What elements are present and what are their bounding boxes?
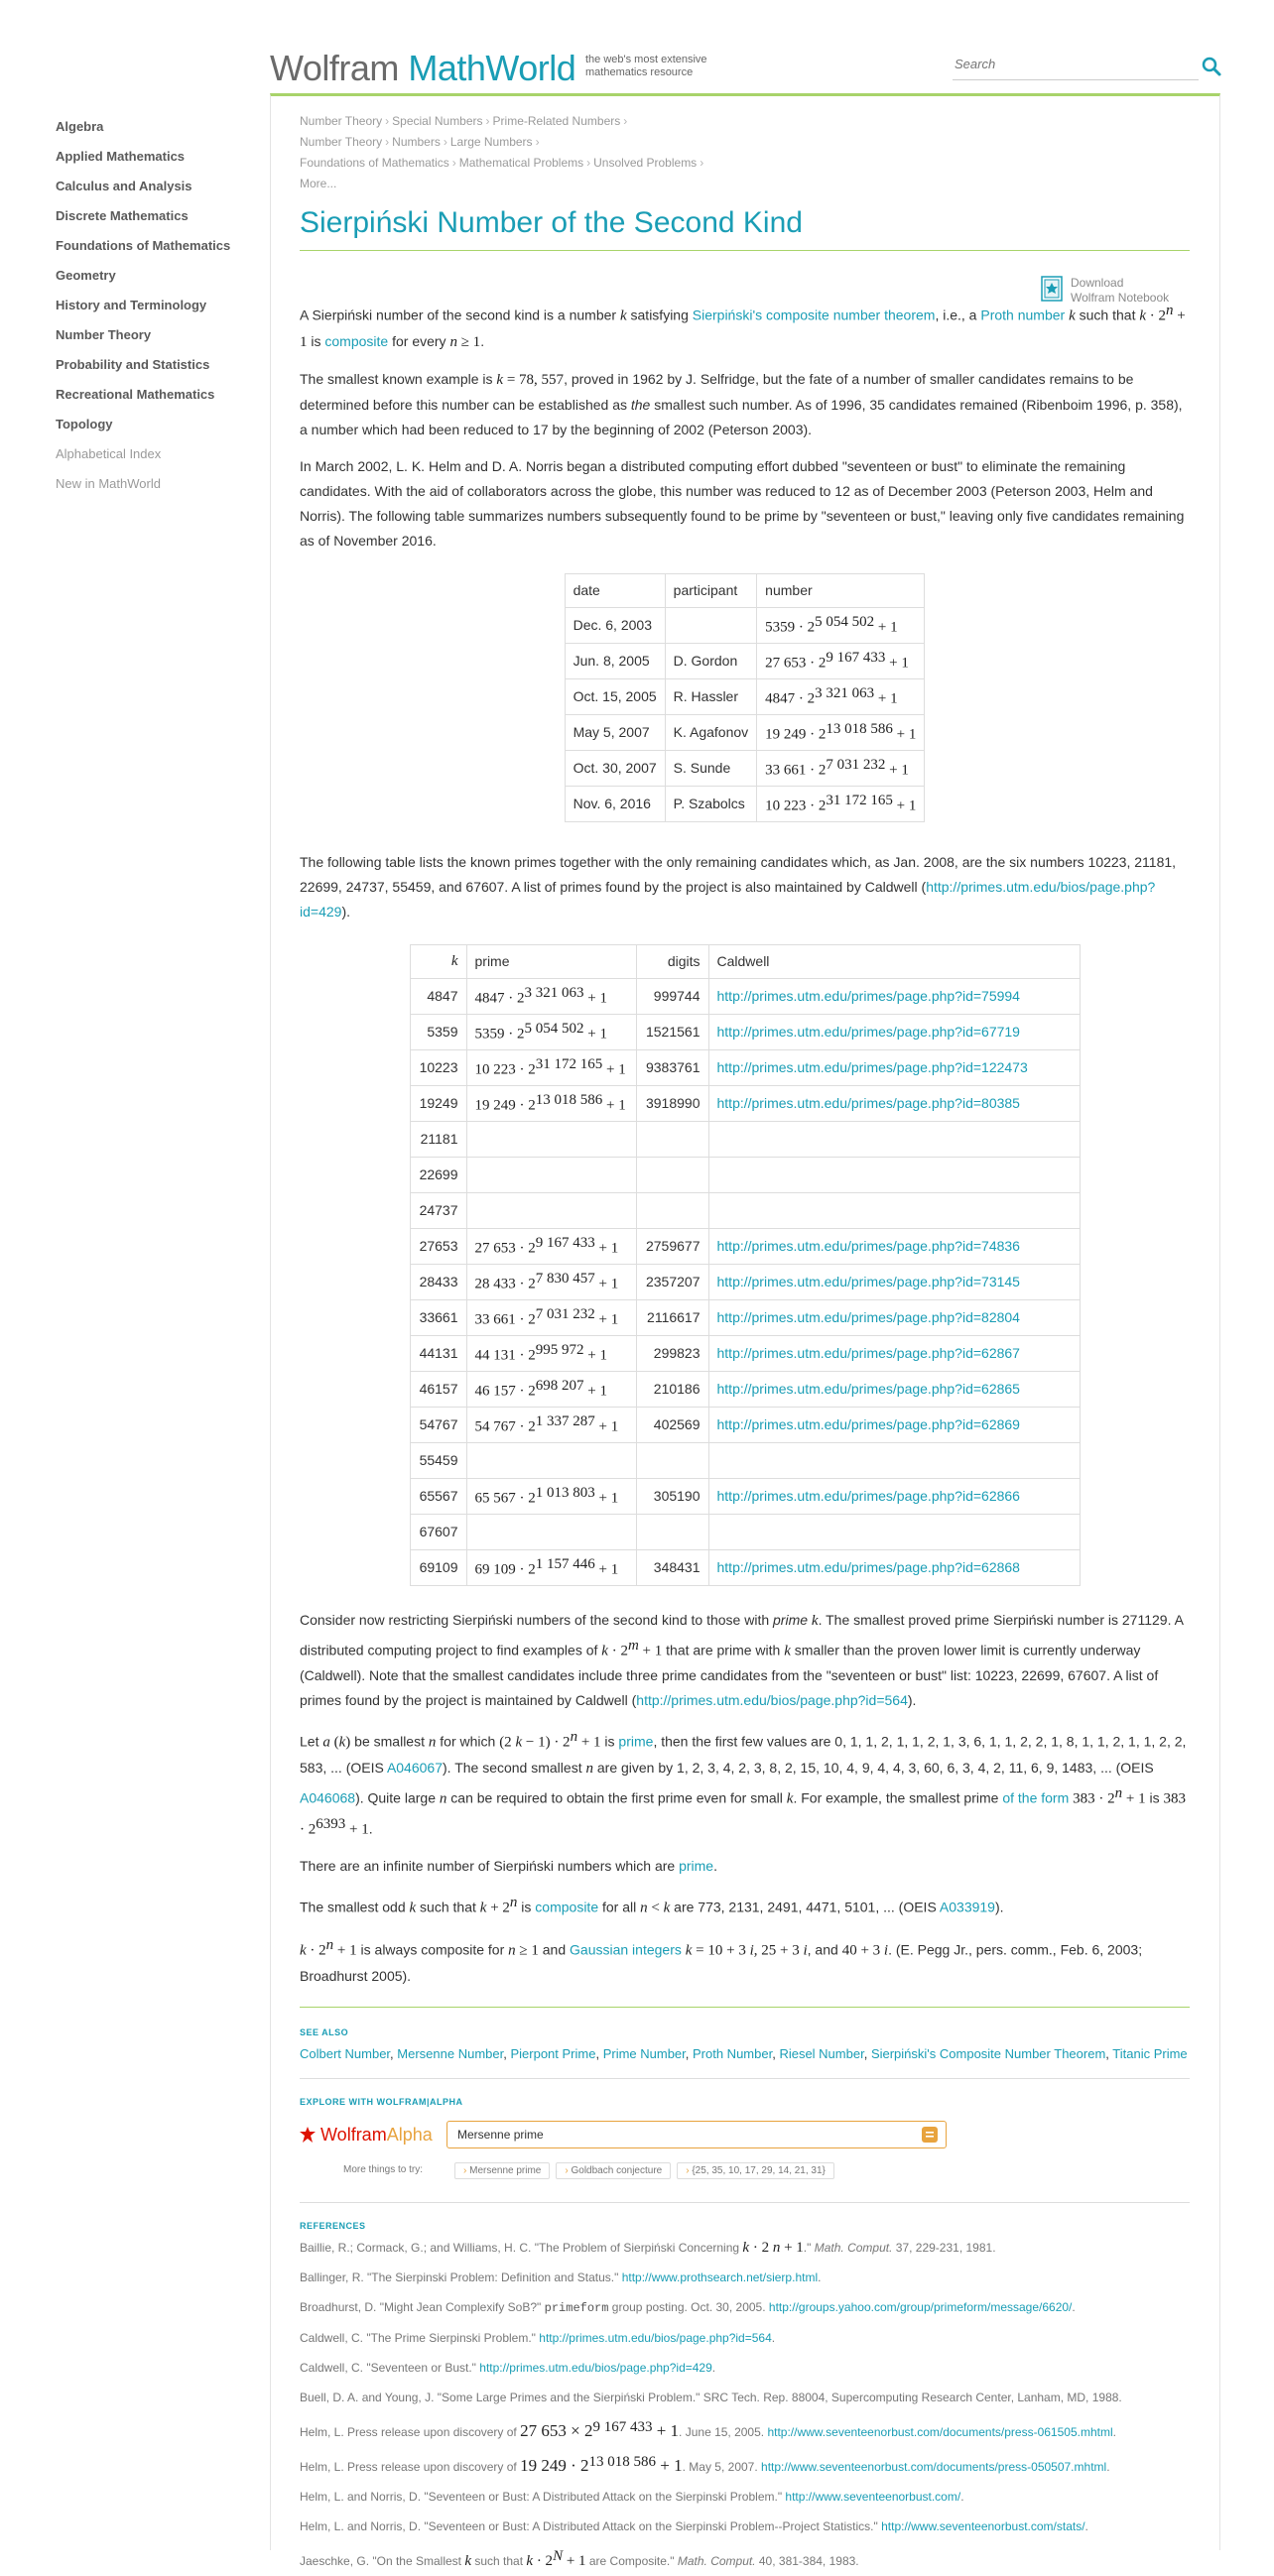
- link-prime[interactable]: prime: [618, 1733, 654, 1750]
- cell-caldwell: [708, 1014, 1080, 1049]
- cell-caldwell: [708, 1299, 1080, 1335]
- sidebar-item-geometry[interactable]: Geometry: [56, 268, 116, 283]
- mathworld-logo[interactable]: [270, 48, 575, 89]
- caldwell-link[interactable]: http://primes.utm.edu/primes/page.php?id=80385: [716, 1095, 1020, 1112]
- link-prime[interactable]: prime: [679, 1858, 714, 1875]
- reference-item: Helm, L. Press release upon discovery of 19 $249 \cdot 2^{13 018 586} + 1$. May 5, 2007. http://www.seventeenorbust.com/documents/press-050507.mhtml.: [300, 2453, 1110, 2475]
- cell-digits: 348431: [636, 1549, 708, 1585]
- table-row: Oct. 30, 2007 S. Sunde 33 $661 \cdot 2^{7 031 232} + 1$: [565, 750, 925, 786]
- cell-digits: 305190: [636, 1478, 708, 1514]
- cell-caldwell: [708, 1049, 1080, 1085]
- search-box: [953, 56, 1199, 80]
- cell-digits: 210186: [636, 1371, 708, 1407]
- search-input[interactable]: [953, 56, 1175, 72]
- cell-k: 67607: [410, 1514, 466, 1549]
- table-header: digits: [636, 944, 708, 978]
- reference-item: Caldwell, C. "The Prime Sierpinski Problem." http://primes.utm.edu/bios/page.php?id=564.: [300, 2330, 776, 2345]
- see-also-link[interactable]: Titanic Prime: [1112, 2045, 1188, 2061]
- cell-digits: 402569: [636, 1407, 708, 1442]
- cell-prime: 54 $767 \cdot 2^{1 337 287} + 1$: [466, 1407, 636, 1442]
- sidebar-item-applied-mathematics[interactable]: Applied Mathematics: [56, 149, 186, 164]
- cell-digits: 1521561: [636, 1014, 708, 1049]
- caldwell-link[interactable]: http://primes.utm.edu/primes/page.php?id=62869: [716, 1416, 1020, 1433]
- paragraph-remaining-candidates: The following table lists the known primes together with the only remaining candidates which, as Jan. 2008, are the six numbers 10223, 21181, 22699, 24737, 55459, and 67607. A list of primes found by the project is also maintained by Caldwell (http://primes.utm.edu/bios/page.php?id=429).: [300, 853, 1177, 920]
- cell-k: 46157: [410, 1371, 466, 1407]
- caldwell-link[interactable]: http://primes.utm.edu/primes/page.php?id=62865: [716, 1381, 1020, 1398]
- reference-item: Helm, L. Press release upon discovery of 27 $653 \times 2^{9 167 433} + 1$. June 15, 2005. http://www.seventeenorbust.com/documents/press-061505.mhtml.: [300, 2418, 1116, 2440]
- cell-caldwell: [708, 1442, 1080, 1478]
- cell-digits: 9383761: [636, 1049, 708, 1085]
- reference-link[interactable]: http://primes.utm.edu/bios/page.php?id=564: [539, 2330, 772, 2345]
- reference-link[interactable]: http://www.prothsearch.net/sierp.html: [621, 2269, 819, 2284]
- link-gaussian-integers[interactable]: Gaussian integers: [570, 1941, 682, 1958]
- table-header: Caldwell: [708, 944, 1080, 978]
- search-icon[interactable]: [1201, 56, 1224, 79]
- table-discoveries: [565, 573, 926, 822]
- cell-prime: 44 $131 \cdot 2^{995 972} + 1$: [466, 1335, 636, 1371]
- table-known-primes: [410, 944, 1081, 1586]
- caldwell-link[interactable]: http://primes.utm.edu/primes/page.php?id=75994: [716, 988, 1020, 1005]
- wa-logo-alpha: Alpha: [386, 2124, 433, 2145]
- sidebar-item-calculus-and-analysis[interactable]: Calculus and Analysis: [56, 179, 192, 193]
- download-notebook-button[interactable]: [1041, 272, 1190, 311]
- link-proth-number[interactable]: Proth number: [980, 307, 1066, 323]
- reference-link[interactable]: http://www.seventeenorbust.com/stats/: [881, 2518, 1085, 2533]
- page-title: Sierpiński Number of the Second Kind: [300, 206, 1190, 251]
- see-also-link[interactable]: Proth Number: [693, 2045, 773, 2061]
- see-also-heading: SEE ALSO: [300, 2026, 349, 2037]
- reference-link[interactable]: http://www.seventeenorbust.com/documents/press-061505.mhtml: [767, 2424, 1113, 2439]
- table-header: date: [565, 573, 665, 607]
- table-row: [410, 1514, 1080, 1549]
- table-row: [410, 1157, 1080, 1192]
- cell-k: 55459: [410, 1442, 466, 1478]
- caldwell-link[interactable]: http://primes.utm.edu/primes/page.php?id=62867: [716, 1345, 1020, 1362]
- reference-link[interactable]: http://www.seventeenorbust.com/: [785, 2489, 961, 2504]
- link-composite-number-theorem[interactable]: Sierpiński's composite number theorem: [692, 307, 936, 323]
- sidebar-item-new-in-mathworld[interactable]: New in MathWorld: [56, 476, 161, 491]
- cell-caldwell: [708, 1478, 1080, 1514]
- cell-digits: 3918990: [636, 1085, 708, 1121]
- table-row: Jun. 8, 2005 D. Gordon 27 $653 \cdot 2^{9 167 433} + 1$: [565, 643, 925, 678]
- breadcrumb-link[interactable]: Large Numbers: [449, 135, 533, 149]
- reference-link[interactable]: http://primes.utm.edu/bios/page.php?id=429: [479, 2360, 712, 2375]
- reference-link[interactable]: http://groups.yahoo.com/group/primeform/message/6620/: [768, 2299, 1073, 2314]
- table-row: [410, 1478, 1080, 1514]
- cell-prime: 10 $223 \cdot 2^{31 172 165} + 1$: [466, 1049, 636, 1085]
- link-caldwell-564[interactable]: http://primes.utm.edu/bios/page.php?id=564: [636, 1692, 908, 1709]
- cell-k: 33661: [410, 1299, 466, 1335]
- cell-k: 24737: [410, 1192, 466, 1228]
- reference-item: Jaeschke, G. "On the Smallest k such that $k \cdot 2^N + 1$ are Composite." Math. Comput. 40, 381-384, 1983.: [300, 2547, 859, 2569]
- table-header: number: [757, 573, 925, 607]
- cell-caldwell: [708, 1514, 1080, 1549]
- sidebar: [56, 117, 274, 504]
- table-row: [410, 1264, 1080, 1299]
- site-tagline: the web's most extensive mathematics resource: [585, 54, 707, 78]
- paragraph-smallest-example: The smallest known example is k = 78, 557, proved in 1962 by J. Selfridge, but the fate of a number of smaller candidates remains to be determined before this number can be established as the smallest such number. As of 1996, 35 candidates remained (Ribenboim 1996, p. 358), a number which had been reduced to 17 by the beginning of 2002 (Peterson 2003).: [300, 370, 1183, 437]
- caldwell-link[interactable]: http://primes.utm.edu/primes/page.php?id=62868: [716, 1559, 1020, 1576]
- table-row: Nov. 6, 2016 P. Szabolcs 10 $223 \cdot 2^{31 172 165} + 1$: [565, 786, 925, 821]
- see-also-link[interactable]: Pierpont Prime: [510, 2045, 596, 2061]
- see-also-link[interactable]: Mersenne Number: [397, 2045, 504, 2061]
- table-row: [410, 1442, 1080, 1478]
- table-row: [410, 1228, 1080, 1264]
- cell-prime: 27 $653 \cdot 2^{9 167 433} + 1$: [466, 1228, 636, 1264]
- cell-prime: [466, 1514, 636, 1549]
- cell-prime: $5359 \cdot 2^{5 054 502} + 1$: [466, 1014, 636, 1049]
- cell-prime: 28 $433 \cdot 2^{7 830 457} + 1$: [466, 1264, 636, 1299]
- link-caldwell-429[interactable]: http://primes.utm.edu/bios/page.php?id=429: [300, 878, 1156, 920]
- breadcrumb-link[interactable]: Number Theory: [300, 114, 383, 128]
- cell-k: 27653: [410, 1228, 466, 1264]
- caldwell-link[interactable]: http://primes.utm.edu/primes/page.php?id=74836: [716, 1238, 1020, 1255]
- cell-prime: [466, 1121, 636, 1157]
- link-of-the-form[interactable]: of the form: [1002, 1789, 1070, 1806]
- cell-caldwell: [708, 1371, 1080, 1407]
- cell-k: 65567: [410, 1478, 466, 1514]
- cell-prime: $4847 \cdot 2^{3 321 063} + 1$: [466, 978, 636, 1014]
- reference-item: Baillie, R.; Cormack, G.; and Williams, H. C. "The Problem of Sierpiński Concerning k · 2 n + 1." Math. Comput. 37, 229-231, 1981.: [300, 2239, 996, 2256]
- link-composite[interactable]: composite: [535, 1899, 599, 1915]
- cell-caldwell: [708, 1121, 1080, 1157]
- suggestion-chip[interactable]: › {25, 35, 10, 17, 29, 14, 21, 31}: [677, 2162, 834, 2179]
- link-oeis-a033919[interactable]: A033919: [939, 1899, 995, 1915]
- reference-item: Helm, L. and Norris, D. "Seventeen or Bust: A Distributed Attack on the Sierpinski Problem--Project Statistics." http://www.seventeenorbust.com/stats/.: [300, 2518, 1088, 2533]
- main-content: [300, 111, 1190, 2576]
- link-composite[interactable]: composite: [324, 332, 389, 349]
- cell-prime: 65 $567 \cdot 2^{1 013 803} + 1$: [466, 1478, 636, 1514]
- cell-digits: [636, 1514, 708, 1549]
- cell-prime: [466, 1192, 636, 1228]
- reference-item: Buell, D. A. and Young, J. "Some Large Primes and the Sierpiński Problem." SRC Tech. Rep. 88004, Supercomputing Research Center, Lanham, MD, 1988.: [300, 2390, 1122, 2404]
- suggestion-chip[interactable]: › Mersenne prime: [454, 2162, 550, 2179]
- table-row: [410, 1192, 1080, 1228]
- breadcrumb-link[interactable]: Special Numbers: [392, 114, 483, 128]
- paragraph-infinite-primes: There are an infinite number of Sierpiński numbers which are prime.: [300, 1858, 717, 1875]
- table-row: [410, 1335, 1080, 1371]
- table-header: prime: [466, 944, 636, 978]
- references-heading: REFERENCES: [300, 2220, 366, 2231]
- breadcrumb: Number Theory › Special Numbers › Prime-Related Numbers › Number Theory › Numbers › Large Numbers › Foundations of Mathematics › Mathematical Problems › Unsolved Problems › More...: [300, 114, 704, 190]
- breadcrumb-link[interactable]: Unsolved Problems: [593, 156, 698, 170]
- table-row: [410, 1085, 1080, 1121]
- site-header: [270, 44, 1222, 95]
- references-list: [300, 2233, 1190, 2576]
- caldwell-link[interactable]: http://primes.utm.edu/primes/page.php?id=82804: [716, 1309, 1020, 1326]
- breadcrumb-more-link[interactable]: More...: [300, 177, 337, 190]
- cell-k: 22699: [410, 1157, 466, 1192]
- paragraph-definition: A Sierpiński number of the second kind is a number k satisfying Sierpiński's composite number theorem, i.e., a Proth number k such that $k \cdot 2^n + 1$ is composite for every n ≥ 1.: [300, 303, 1186, 350]
- paragraph-gaussian: $k \cdot 2^n + 1$ is always composite for n ≥ 1 and Gaussian integers k = 10 + 3 i, 25 + 3 i, and 40 + 3 i. (E. Pegg Jr., pers. comm., Feb. 6, 2003; Broadhurst 2005).: [300, 1936, 1143, 1984]
- table-row: [410, 1371, 1080, 1407]
- explore-heading: EXPLORE WITH WOLFRAM|ALPHA: [300, 2096, 463, 2107]
- reference-item: Broadhurst, D. "Might Jean Complexify SoB?" primeform group posting. Oct. 30, 2005. http://groups.yahoo.com/group/primeform/message/6620/.: [300, 2299, 1076, 2315]
- cell-prime: [466, 1157, 636, 1192]
- see-also-link[interactable]: Prime Number: [602, 2045, 686, 2061]
- wolfram-alpha-query-box: [446, 2121, 947, 2148]
- cell-caldwell: [708, 1549, 1080, 1585]
- cell-prime: 19 $249 \cdot 2^{13 018 586} + 1$: [466, 1085, 636, 1121]
- see-also-link[interactable]: Sierpiński's Composite Number Theorem: [870, 2045, 1106, 2061]
- see-also-link[interactable]: Colbert Number: [300, 2045, 391, 2061]
- caldwell-link[interactable]: http://primes.utm.edu/primes/page.php?id=62866: [716, 1488, 1020, 1505]
- table-row: Dec. 6, 2003 $5359 \cdot 2^{5 054 502} + 1$: [565, 607, 925, 643]
- suggestion-chips: [454, 2160, 840, 2179]
- cell-caldwell: [708, 1085, 1080, 1121]
- wolfram-alpha-logo[interactable]: [300, 2125, 433, 2146]
- download-label: Download: [1071, 276, 1124, 290]
- table-row: [410, 1121, 1080, 1157]
- table-row: [410, 1014, 1080, 1049]
- sidebar-item-history-and-terminology[interactable]: History and Terminology: [56, 298, 207, 312]
- sidebar-item-discrete-mathematics[interactable]: Discrete Mathematics: [56, 208, 189, 223]
- cell-prime: [466, 1442, 636, 1478]
- link-oeis-a046067[interactable]: A046067: [386, 1759, 443, 1776]
- cell-k: 19249: [410, 1085, 466, 1121]
- table-row: [410, 1549, 1080, 1585]
- table-header: participant: [665, 573, 757, 607]
- wolfram-alpha-widget: [300, 2117, 1190, 2198]
- cell-digits: 2357207: [636, 1264, 708, 1299]
- cell-k: 21181: [410, 1121, 466, 1157]
- see-also-list: Colbert Number, Mersenne Number, Pierpont Prime, Prime Number, Proth Number, Riesel Number, Sierpiński's Composite Number Theorem, Titanic Prime: [300, 2045, 1188, 2061]
- paragraph-prime-sierpinski: Consider now restricting Sierpiński numbers of the second kind to those with prime k. The smallest proved prime Sierpiński number is 271129. A distributed computing project to find examples of $k \cdot 2^m + 1$ that are prime with k smaller than the proven lower limit is currently underway (Caldwell). Note that the smallest candidates include three prime candidates from the "seventeen or bust" list: 10223, 22699, 67607. A list of primes found by the project is maintained by Caldwell (http://primes.utm.edu/bios/page.php?id=564).: [300, 1611, 1184, 1709]
- sidebar-item-probability-and-statistics[interactable]: Probability and Statistics: [56, 357, 210, 372]
- sidebar-item-recreational-mathematics[interactable]: Recreational Mathematics: [56, 387, 215, 402]
- caldwell-link[interactable]: http://primes.utm.edu/primes/page.php?id=67719: [716, 1024, 1020, 1041]
- paragraph-seventeen-or-bust: In March 2002, L. K. Helm and D. A. Norris began a distributed computing effort dubbed "seventeen or bust" to eliminate the remaining candidates. With the aid of collaborators across the globe, this number was reduced to 12 as of December 2003 (Peterson 2003, Helm and Norris). The following table summarizes numbers subsequently found to be prime by "seventeen or bust," leaving only five candidates remaining as of November 2016.: [300, 457, 1185, 549]
- table-row: [410, 1049, 1080, 1085]
- cell-digits: [636, 1442, 708, 1478]
- sidebar-item-foundations-of-mathematics[interactable]: Foundations of Mathematics: [56, 238, 231, 253]
- table-row: [410, 1299, 1080, 1335]
- reference-item: Ballinger, R. "The Sierpinski Problem: Definition and Status." http://www.prothsearch.net/sierp.html.: [300, 2269, 822, 2284]
- breadcrumb-link[interactable]: Foundations of Mathematics: [300, 156, 449, 170]
- sidebar-item-algebra[interactable]: Algebra: [56, 119, 104, 134]
- cell-prime: 69 $109 \cdot 2^{1 157 446} + 1$: [466, 1549, 636, 1585]
- download-sublabel: Wolfram Notebook: [1071, 291, 1170, 305]
- breadcrumb-link[interactable]: Numbers: [392, 135, 441, 149]
- cell-prime: 46 $157 \cdot 2^{698 207} + 1$: [466, 1371, 636, 1407]
- more-things-label: More things to try:: [343, 2163, 424, 2175]
- cell-digits: 299823: [636, 1335, 708, 1371]
- table-header: k: [450, 953, 458, 970]
- cell-caldwell: [708, 1192, 1080, 1228]
- see-also-link[interactable]: Riesel Number: [779, 2045, 864, 2061]
- cell-digits: [636, 1121, 708, 1157]
- sidebar-item-number-theory[interactable]: Number Theory: [56, 327, 152, 342]
- wolfram-alpha-input[interactable]: [455, 2127, 896, 2143]
- sidebar-item-alphabetical-index[interactable]: Alphabetical Index: [56, 446, 162, 461]
- cell-caldwell: [708, 1264, 1080, 1299]
- paragraph-a-of-k: Let a (k) be smallest n for which (2 $k - 1) \cdot 2^n + 1$ is prime, then the first few values are 0, 1, 1, 2, 1, 1, 2, 1, 3, 6, 1, 1, 2, 2, 1, 8, 1, 1, 2, 1, 1, 2, 2, 583, ... (OEIS A046067). The second smallest n are given by 1, 2, 3, 4, 2, 3, 8, 2, 15, 10, 4, 9, 4, 4, 3, 60, 6, 3, 4, 2, 11, 6, 9, 1483, ... (OEIS A046068). Quite large n can be required to obtain the first prime even for small k. For example, the smallest prime of the form $383 \cdot 2^n + 1$ is $383 \cdot 2^{6393} + 1$.: [300, 1729, 1187, 1838]
- wolfram-alpha-submit-icon[interactable]: [922, 2127, 938, 2143]
- breadcrumb-link[interactable]: Number Theory: [300, 135, 383, 149]
- breadcrumb-link[interactable]: Prime-Related Numbers: [492, 114, 621, 128]
- suggestion-chip[interactable]: › Goldbach conjecture: [556, 2162, 671, 2179]
- caldwell-link[interactable]: http://primes.utm.edu/primes/page.php?id=73145: [716, 1274, 1020, 1290]
- cell-k: 4847: [410, 978, 466, 1014]
- cell-digits: 2759677: [636, 1228, 708, 1264]
- wolfram-spikey-icon: [300, 2127, 316, 2143]
- cell-k: 44131: [410, 1335, 466, 1371]
- cell-k: 28433: [410, 1264, 466, 1299]
- cell-k: 10223: [410, 1049, 466, 1085]
- cell-caldwell: [708, 1407, 1080, 1442]
- cell-digits: [636, 1157, 708, 1192]
- wa-logo-wolfram: Wolfram: [320, 2124, 387, 2145]
- cell-caldwell: [708, 1335, 1080, 1371]
- cell-digits: [636, 1192, 708, 1228]
- reference-item: Caldwell, C. "Seventeen or Bust." http://primes.utm.edu/bios/page.php?id=429.: [300, 2360, 716, 2375]
- link-oeis-a046068[interactable]: A046068: [300, 1789, 356, 1806]
- table-row: [410, 1407, 1080, 1442]
- cell-prime: 33 $661 \cdot 2^{7 031 232} + 1$: [466, 1299, 636, 1335]
- table-row: [410, 978, 1080, 1014]
- cell-digits: 2116617: [636, 1299, 708, 1335]
- reference-item: Helm, L. and Norris, D. "Seventeen or Bust: A Distributed Attack on the Sierpinski Problem." http://www.seventeenorbust.com/.: [300, 2489, 964, 2504]
- notebook-icon: [1041, 276, 1063, 302]
- cell-caldwell: [708, 1228, 1080, 1264]
- table-row: May 5, 2007 K. Agafonov 19 $249 \cdot 2^{13 018 586} + 1$: [565, 714, 925, 750]
- logo-mathworld-text: MathWorld: [408, 48, 576, 88]
- sidebar-item-topology[interactable]: Topology: [56, 417, 113, 431]
- cell-digits: 999744: [636, 978, 708, 1014]
- paragraph-smallest-odd: The smallest odd k such that $k + 2^n$ is composite for all n < k are 773, 2131, 2491, 4471, 5101, ... (OEIS A033919).: [300, 1895, 1004, 1916]
- reference-link[interactable]: http://www.seventeenorbust.com/documents/press-050507.mhtml: [761, 2459, 1107, 2474]
- cell-k: 5359: [410, 1014, 466, 1049]
- cell-caldwell: [708, 978, 1080, 1014]
- cell-k: 54767: [410, 1407, 466, 1442]
- breadcrumb-link[interactable]: Mathematical Problems: [458, 156, 584, 170]
- cell-caldwell: [708, 1157, 1080, 1192]
- caldwell-link[interactable]: http://primes.utm.edu/primes/page.php?id=122473: [716, 1059, 1028, 1076]
- logo-wolfram-text: Wolfram: [270, 48, 399, 88]
- table-row: Oct. 15, 2005 R. Hassler $4847 \cdot 2^{3 321 063} + 1$: [565, 678, 925, 714]
- cell-k: 69109: [410, 1549, 466, 1585]
